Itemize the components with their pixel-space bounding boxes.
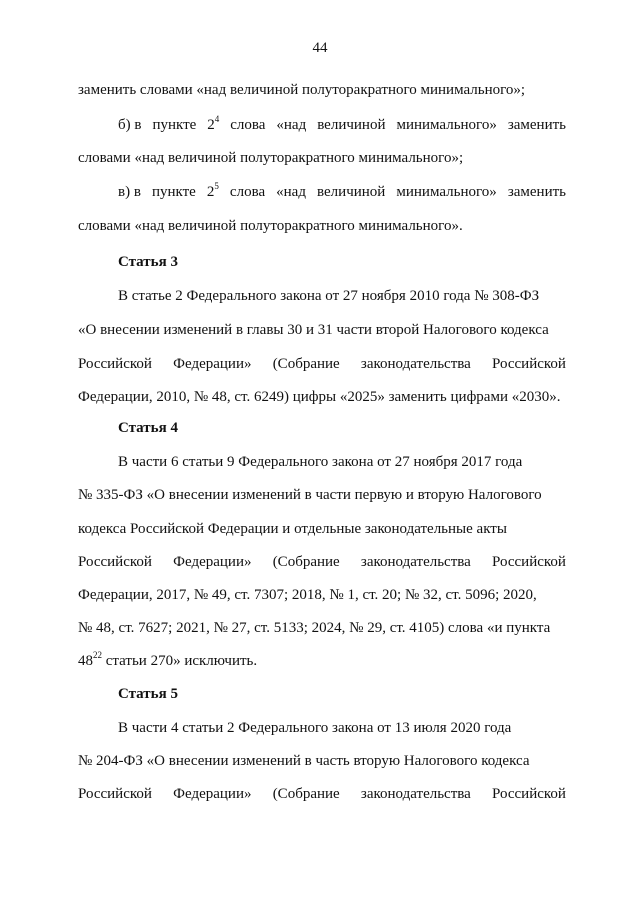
word: пункте	[151, 184, 196, 200]
word: пункте	[152, 117, 197, 133]
text-line: кодекса Российской Федерации и отдельные законодательные акты	[78, 521, 507, 537]
word: $2^5$	[206, 181, 219, 200]
article-heading: Статья 5	[118, 686, 178, 702]
text-line	[118, 115, 566, 135]
text-line	[78, 354, 566, 374]
word: минимального»	[396, 117, 497, 133]
text-line	[78, 784, 566, 804]
word: законодательства	[360, 554, 471, 570]
word: б) в	[118, 117, 142, 133]
word: Российской	[492, 554, 566, 570]
text-line: № 204-ФЗ «О внесении изменений в часть вторую Налогового кодекса	[78, 753, 530, 769]
article-heading: Статья 3	[118, 254, 178, 270]
word: минимального»	[396, 184, 497, 200]
word: Федерации»	[173, 786, 252, 802]
word: слова	[230, 117, 266, 133]
word: законодательства	[360, 356, 471, 372]
word: заменить	[507, 184, 566, 200]
word: «над	[276, 117, 307, 133]
text-line	[78, 552, 566, 572]
word: Российской	[492, 356, 566, 372]
text-line: словами «над величиной полуторакратного минимального»;	[78, 150, 464, 166]
word: в) в	[118, 184, 141, 200]
text-line: В части 4 статьи 2 Федерального закона от 13 июля 2020 года	[118, 720, 512, 736]
text-line: В части 6 статьи 9 Федерального закона от 27 ноября 2017 года	[118, 454, 523, 470]
word: Российской	[78, 356, 152, 372]
page-number: 44	[312, 40, 328, 56]
text-line: словами «над величиной полуторакратного минимального».	[78, 218, 463, 234]
article-heading: Статья 4	[118, 420, 178, 436]
word: (Собрание	[272, 786, 340, 802]
word: величиной	[317, 117, 386, 133]
text-line: № 48, ст. 7627; 2021, № 27, ст. 5133; 2024, № 29, ст. 4105) слова «и пункта	[78, 620, 551, 636]
word: заменить	[507, 117, 566, 133]
text-line: № 335-ФЗ «О внесении изменений в части первую и вторую Налогового	[78, 487, 542, 503]
word: законодательства	[360, 786, 471, 802]
text-line	[118, 182, 566, 202]
word: Российской	[78, 786, 152, 802]
text-line: Федерации, 2017, № 49, ст. 7307; 2018, № 1, ст. 20; № 32, ст. 5096; 2020,	[78, 587, 537, 603]
text-line: $48^{22}$ статьи 270» исключить.	[78, 650, 258, 669]
word: Федерации»	[173, 356, 252, 372]
text-line: «О внесении изменений в главы 30 и 31 части второй Налогового кодекса	[78, 322, 549, 338]
text-line: В статье 2 Федерального закона от 27 ноября 2010 года № 308-ФЗ	[118, 288, 540, 304]
word: (Собрание	[272, 356, 340, 372]
word: $2^4$	[207, 114, 220, 133]
word: слова	[229, 184, 266, 200]
word: Российской	[78, 554, 152, 570]
word: (Собрание	[272, 554, 340, 570]
word: Российской	[492, 786, 566, 802]
word: величиной	[317, 184, 386, 200]
word: Федерации»	[173, 554, 252, 570]
word: «над	[276, 184, 306, 200]
text-line: Федерации, 2010, № 48, ст. 6249) цифры «2025» заменить цифрами «2030».	[78, 389, 561, 405]
text-line: заменить словами «над величиной полуторакратного минимального»;	[78, 82, 526, 98]
